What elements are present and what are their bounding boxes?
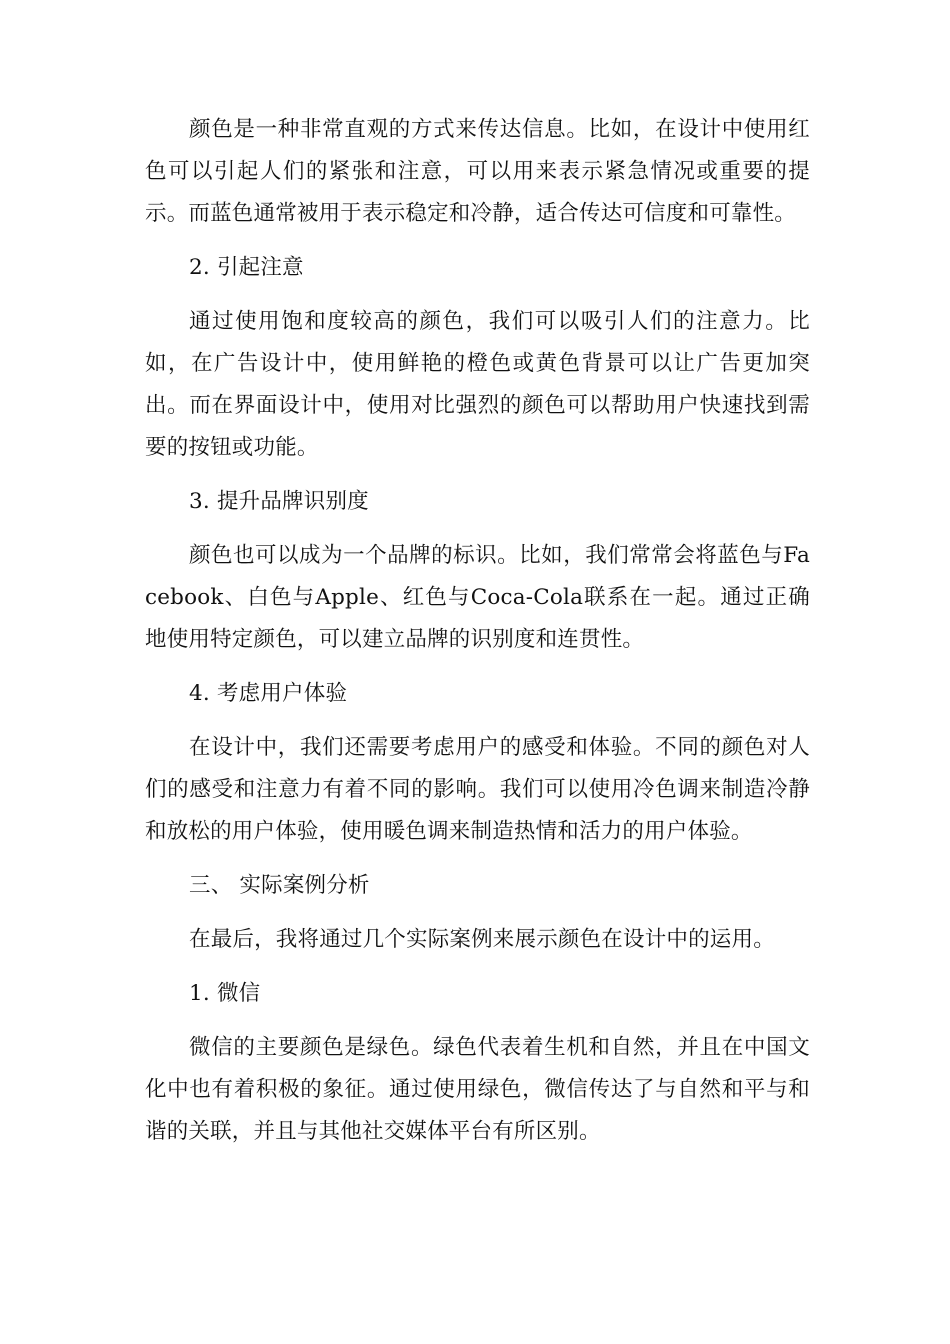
paragraph-color-meaning: 颜色是一种非常直观的方式来传达信息。比如，在设计中使用红色可以引起人们的紧张和注意，可以用来表示紧急情况或重要的提示。而蓝色通常被用于表示稳定和冷静，适合传达可信度和可靠性。 xyxy=(145,117,810,226)
heading-case-analysis: 三、 实际案例分析 xyxy=(189,873,370,898)
paragraph-brand-recognition: 颜色也可以成为一个品牌的标识。比如，我们常常会将蓝色与Facebook、白色与Apple、红色与Coca-Cola联系在一起。通过正确地使用特定颜色，可以建立品牌的识别度和连贯性。 xyxy=(145,543,810,652)
paragraph-attract-attention: 通过使用饱和度较高的颜色，我们可以吸引人们的注意力。比如，在广告设计中，使用鲜艳的橙色或黄色背景可以让广告更加突出。而在界面设计中，使用对比强烈的颜色可以帮助用户快速找到需要的按钮或功能。 xyxy=(145,309,810,460)
paragraph-wechat: 微信的主要颜色是绿色。绿色代表着生机和自然，并且在中国文化中也有着积极的象征。通过使用绿色，微信传达了与自然和平与和谐的关联，并且与其他社交媒体平台有所区别。 xyxy=(145,1035,810,1144)
paragraph-case-intro: 在最后，我将通过几个实际案例来展示颜色在设计中的运用。 xyxy=(189,927,775,952)
heading-wechat: 1. 微信 xyxy=(189,981,261,1006)
paragraph-user-experience: 在设计中，我们还需要考虑用户的感受和体验。不同的颜色对人们的感受和注意力有着不同的影响。我们可以使用冷色调来制造冷静和放松的用户体验，使用暖色调来制造热情和活力的用户体验。 xyxy=(145,735,810,844)
heading-user-experience: 4. 考虑用户体验 xyxy=(189,681,348,706)
heading-attract-attention: 2. 引起注意 xyxy=(189,255,304,280)
document-body xyxy=(145,109,810,1165)
heading-brand-recognition: 3. 提升品牌识别度 xyxy=(189,489,369,514)
